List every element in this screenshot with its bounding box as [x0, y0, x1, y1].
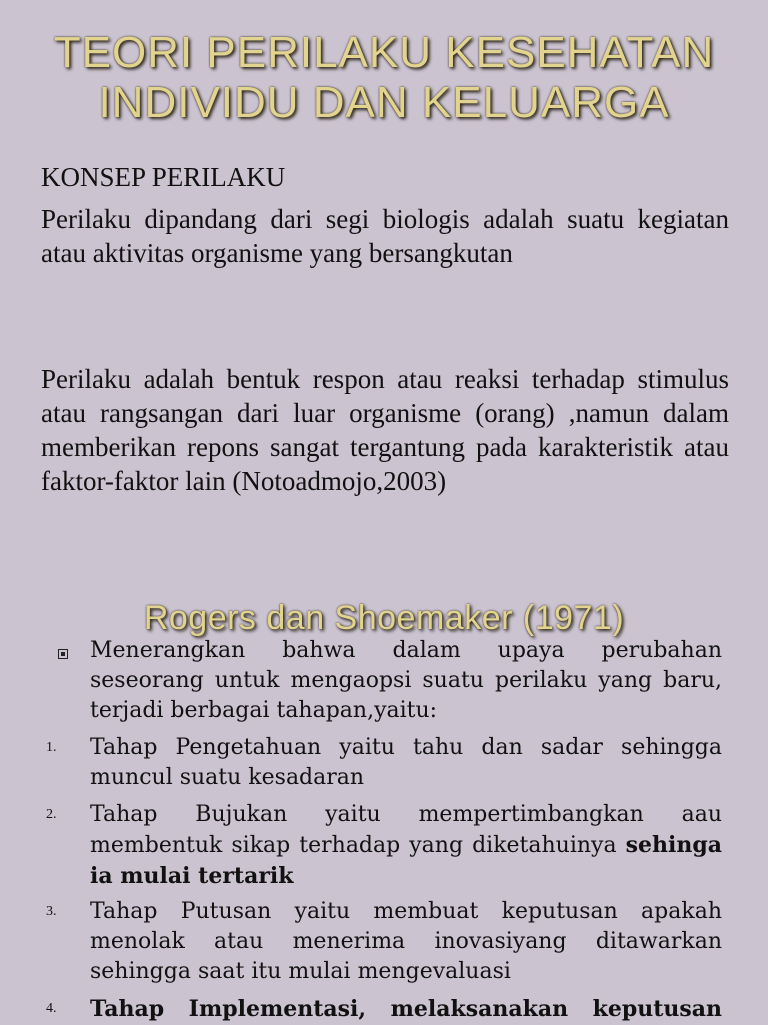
item-text-regular: Tahap Putusan yaitu membuat keputusan apakah menolak atau menerima inovasiyang ditawarkan sehingga saat itu mulai mengevaluasi	[90, 899, 722, 984]
square-bullet-icon	[58, 649, 68, 659]
item-number: 2.	[46, 807, 57, 822]
section-subtitle: Rogers dan Shoemaker (1971)	[143, 599, 625, 637]
bullet-item-text: Menerangkan bahwa dalam upaya perubahan seseorang untuk mengaopsi suatu perilaku yang baru, terjadi berbagai tahapan,yaitu:	[90, 638, 722, 723]
item-text	[90, 800, 722, 892]
slide-title-line-2: INDIVIDU DAN KELUARGA	[98, 78, 670, 127]
slide-title-line-1: TEORI PERILAKU KESEHATAN	[53, 28, 715, 77]
item-text-regular: Tahap Bujukan yaitu mempertimbangkan aau membentuk sikap terhadap yang diketahuinya	[90, 802, 722, 858]
item-number: 1.	[46, 740, 57, 755]
item-number: 3.	[46, 904, 57, 919]
item-number: 4.	[46, 1001, 57, 1016]
konsep-heading: KONSEP PERILAKU	[41, 162, 286, 192]
item-text-bold: sehinga ia mulai tertarik	[90, 832, 722, 889]
slide-title	[0, 28, 768, 128]
item-text	[90, 994, 722, 1025]
item-text	[90, 733, 722, 793]
item-text-regular: Tahap Pengetahuan yaitu tahu dan sadar sehingga muncul suatu kesadaran	[90, 735, 722, 790]
paragraph-respon: Perilaku adalah bentuk respon atau reaksi terhadap stimulus atau rangsangan dari luar organisme (orang) ,namun dalam memberikan repons sangat tergantung pada karakteristik atau faktor-faktor lain (Notoadmojo,2003)	[41, 364, 729, 496]
paragraph-biologis: Perilaku dipandang dari segi biologis adalah suatu kegiatan atau aktivitas organisme yang bersangkutan	[41, 204, 729, 268]
item-text	[90, 897, 722, 987]
item-text-bold: Tahap Implementasi, melaksanakan keputusan	[90, 996, 722, 1022]
